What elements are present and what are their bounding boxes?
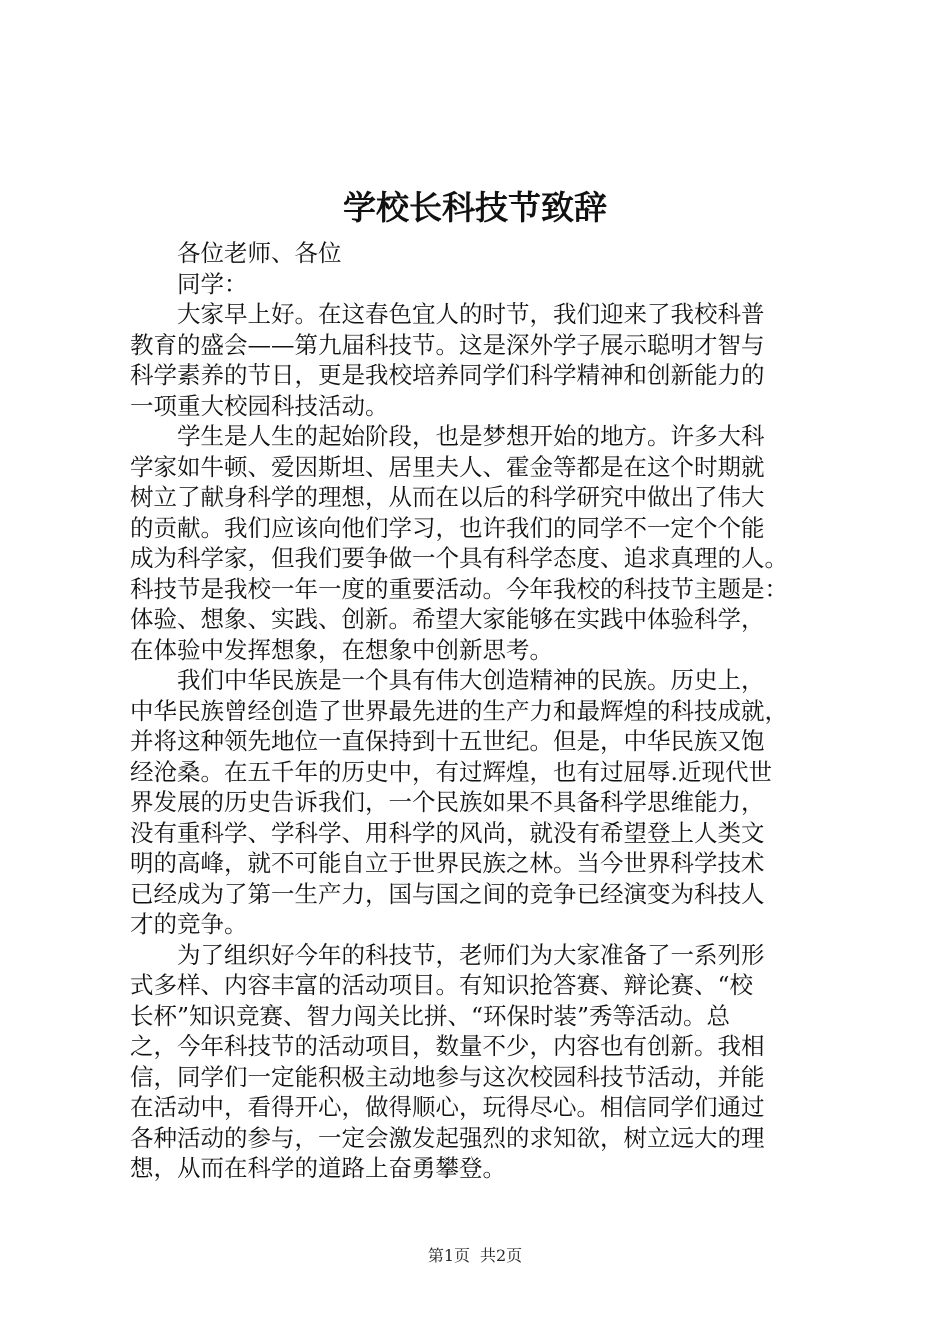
paragraph-line: 明的高峰，就不可能自立于世界民族之林。当今世界科学技术	[130, 849, 765, 877]
paragraph-line: 大家早上好。在这春色宜人的时节，我们迎来了我校科普	[177, 300, 765, 328]
paragraph-line: 长杯”知识竞赛、智力闯关比拼、“环保时装”秀等活动。总	[130, 1001, 731, 1030]
salutation-line: 各位老师、各位	[177, 239, 342, 267]
page-title: 学校长科技节致辞	[343, 188, 607, 227]
paragraph-line: 我们中华民族是一个具有伟大创造精神的民族。历史上，	[177, 666, 765, 694]
paragraph-line: 学家如牛顿、爱因斯坦、居里夫人、霍金等都是在这个时期就	[130, 452, 765, 481]
paragraph-line: 体验、想象、实践、创新。希望大家能够在实践中体验科学，	[130, 605, 765, 633]
paragraph-line: 一项重大校园科技活动。	[130, 391, 389, 420]
paragraph-4	[130, 940, 830, 1184]
paragraph-line: 经沧桑。在五千年的历史中，有过辉煌，也有过屈辱.近现代世	[130, 757, 772, 786]
paragraph-line: 的贡献。我们应该向他们学习，也许我们的同学不一定个个能	[130, 513, 765, 542]
paragraph-line: 成为科学家，但我们要争做一个具有科学态度、追求真理的人。	[130, 544, 788, 572]
paragraph-line: 才的竞争。	[130, 910, 248, 938]
paragraph-line: 式多样、内容丰富的活动项目。有知识抢答赛、辩论赛、“校	[130, 971, 754, 999]
paragraph-line: 中华民族曾经创造了世界最先进的生产力和最辉煌的科技成就，	[130, 696, 788, 725]
salutation-line: 同学：	[177, 269, 248, 298]
paragraph-line: 信，同学们一定能积极主动地参与这次校园科技节活动，并能	[130, 1062, 765, 1091]
page-footer	[0, 1246, 950, 1266]
paragraph-line: 科技节是我校一年一度的重要活动。今年我校的科技节主题是：	[130, 574, 788, 603]
paragraph-line: 教育的盛会——第九届科技节。这是深外学子展示聪明才智与	[130, 330, 765, 359]
paragraph-line: 并将这种领先地位一直保持到十五世纪。但是，中华民族又饱	[130, 727, 765, 755]
paragraph-line: 科学素养的节日，更是我校培养同学们科学精神和创新能力的	[130, 361, 765, 389]
document-body	[130, 238, 830, 1184]
salutation	[130, 238, 830, 299]
paragraph-line: 之，今年科技节的活动项目，数量不少，内容也有创新。我相	[130, 1032, 765, 1060]
paragraph-line: 树立了献身科学的理想，从而在以后的科学研究中做出了伟大	[130, 483, 765, 511]
paragraph-line: 各种活动的参与，一定会激发起强烈的求知欲，树立远大的理	[130, 1123, 765, 1152]
paragraph-1	[130, 299, 830, 421]
paragraph-line: 界发展的历史告诉我们，一个民族如果不具备科学思维能力，	[130, 788, 765, 816]
paragraph-line: 为了组织好今年的科技节，老师们为大家准备了一系列形	[177, 940, 765, 969]
paragraph-2	[130, 421, 830, 665]
paragraph-3	[130, 665, 830, 940]
paragraph-line: 在体验中发挥想象，在想象中创新思考。	[130, 635, 553, 664]
paragraph-line: 没有重科学、学科学、用科学的风尚，就没有希望登上人类文	[130, 818, 765, 847]
paragraph-line: 已经成为了第一生产力，国与国之间的竞争已经演变为科技人	[130, 879, 765, 908]
page-number: 第1页	[427, 1246, 470, 1265]
paragraph-line: 想，从而在科学的道路上奋勇攀登。	[130, 1154, 506, 1182]
page-total: 共2页	[480, 1246, 523, 1265]
paragraph-line: 学生是人生的起始阶段，也是梦想开始的地方。许多大科	[177, 422, 765, 450]
paragraph-line: 在活动中，看得开心，做得顺心，玩得尽心。相信同学们通过	[130, 1093, 765, 1121]
